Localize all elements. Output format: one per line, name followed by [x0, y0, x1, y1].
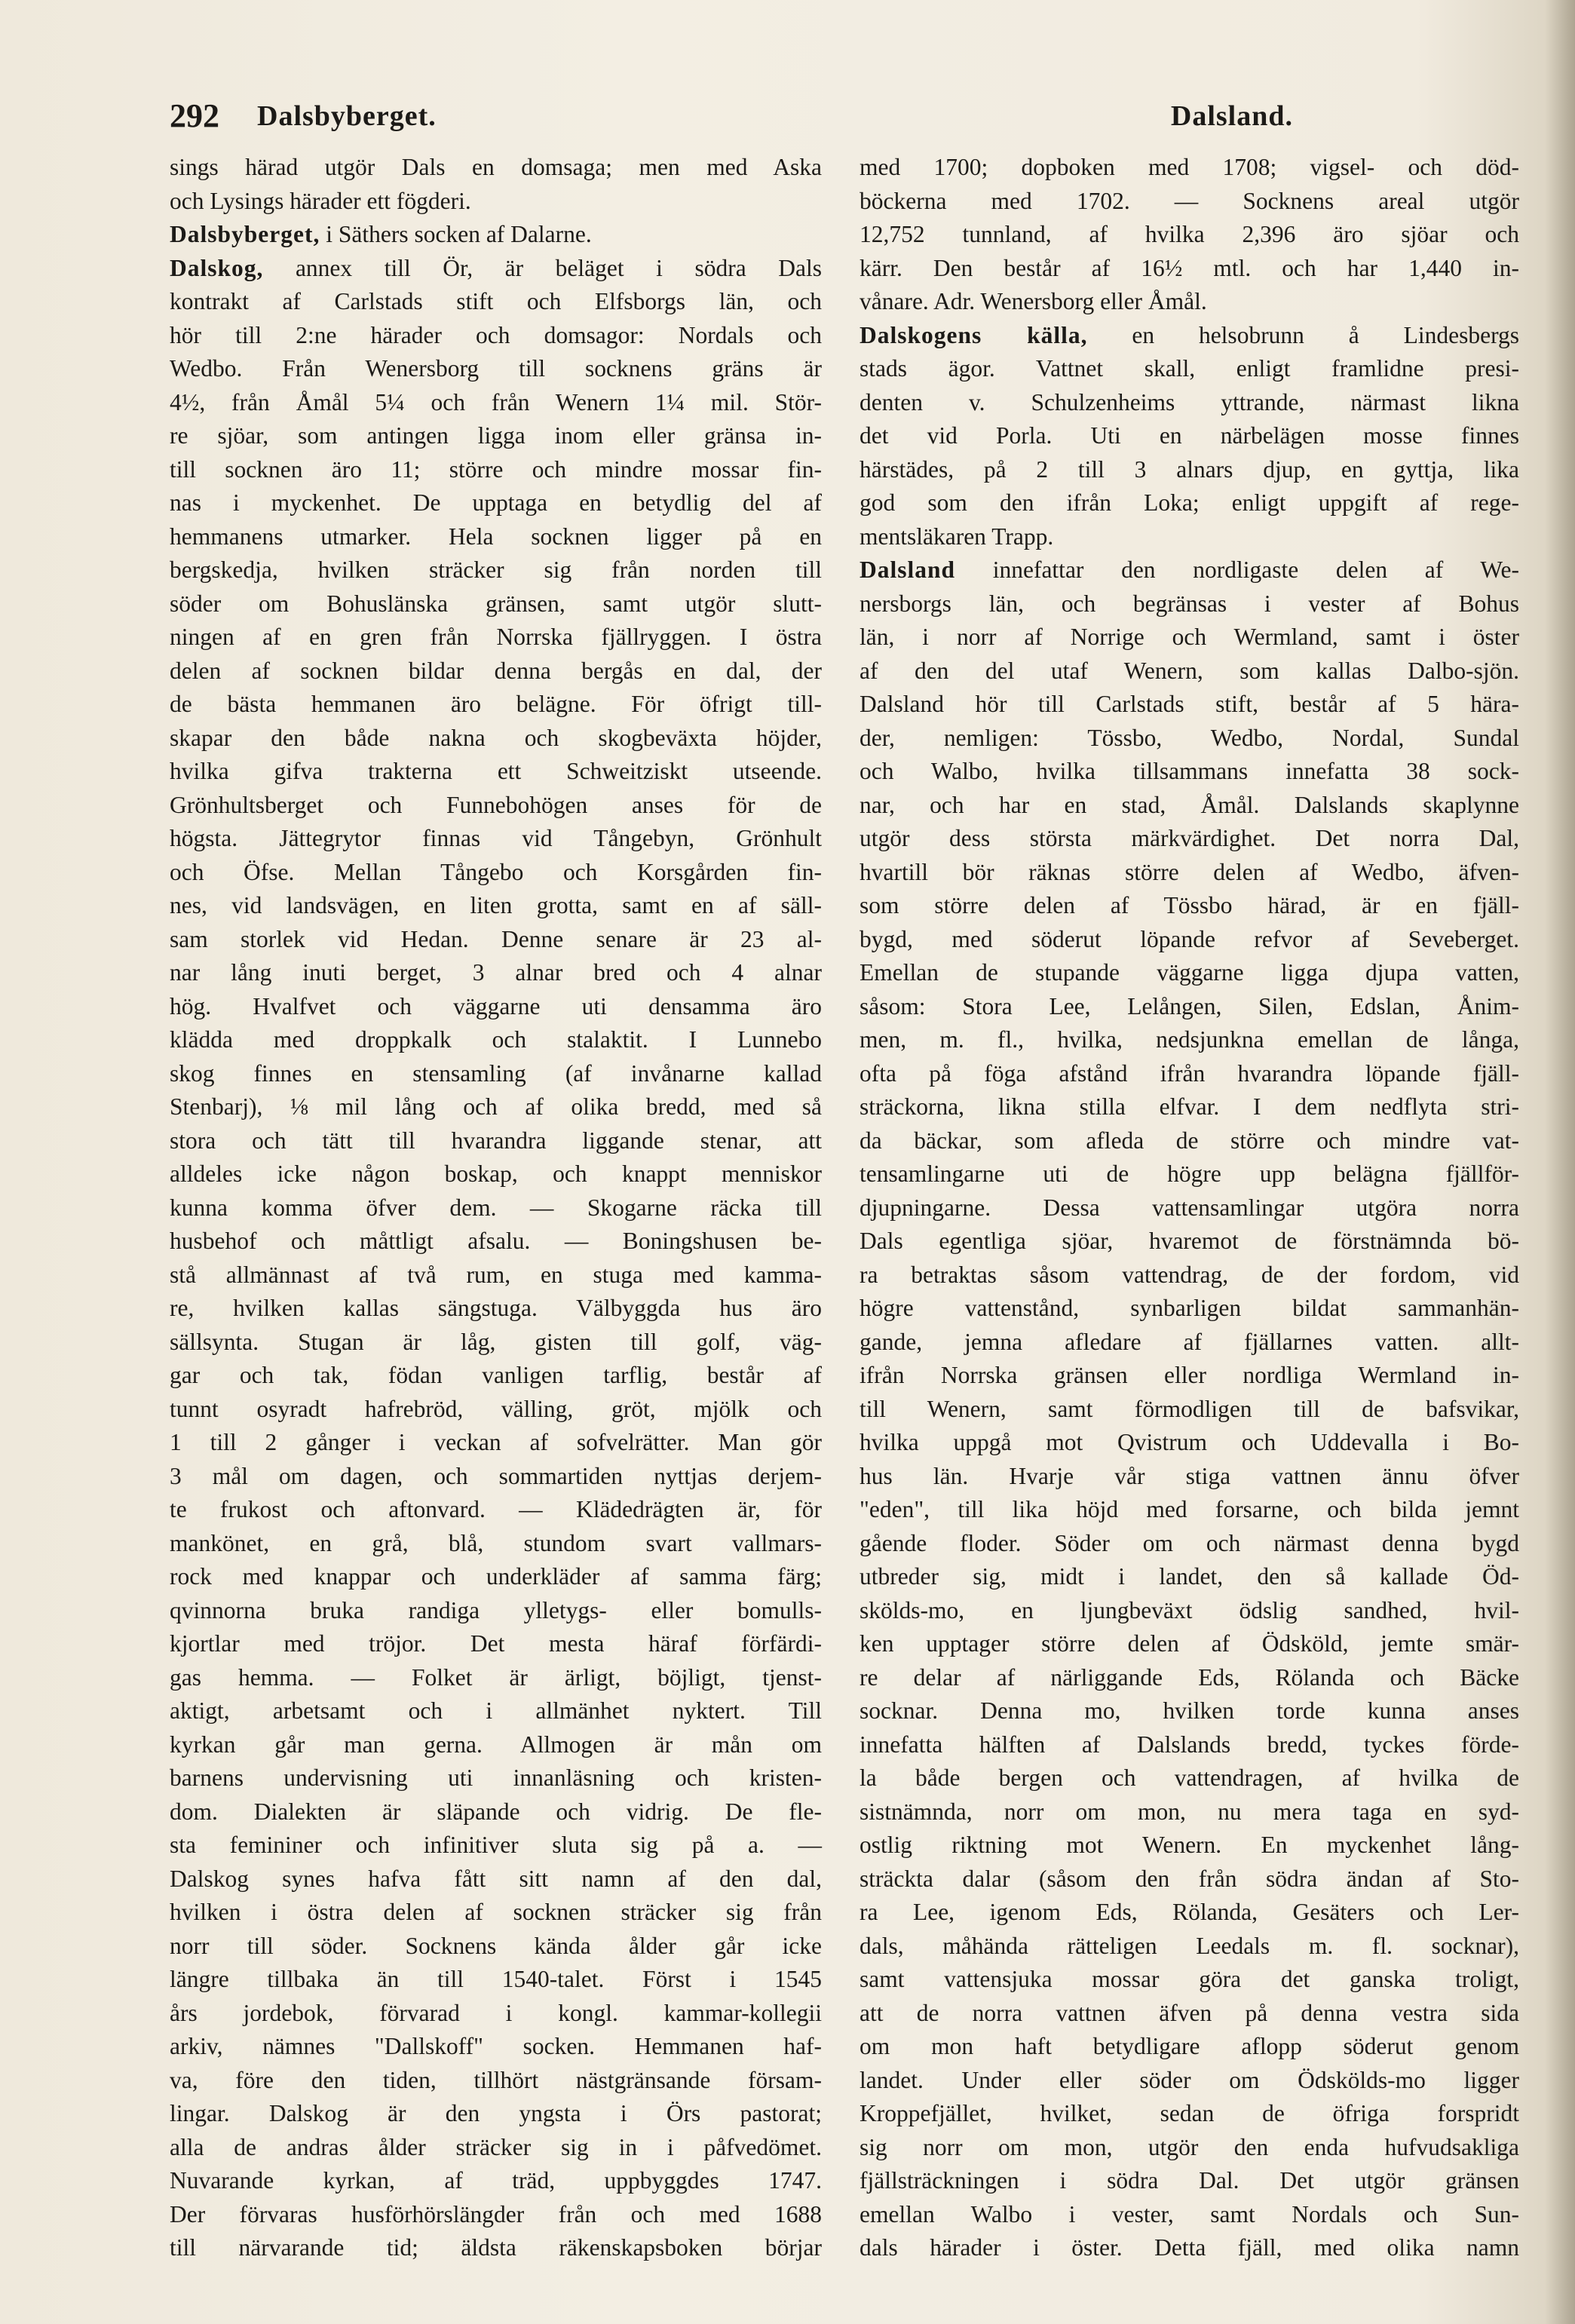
text-line — [170, 2231, 822, 2265]
text-line — [860, 319, 1519, 353]
text-line — [860, 453, 1519, 487]
text-line — [170, 722, 822, 756]
line-text: 3 mål om dagen, och sommartiden nyttjas derjem- — [170, 1462, 822, 1489]
text-line — [170, 1896, 822, 1930]
entry-headword: Dalsbyberget, — [170, 221, 320, 247]
line-text: ra Lee, igenom Eds, Rölanda, Gesäters och Ler- — [860, 1899, 1519, 1925]
line-text: denten v. Schulzenheims yttrande, närmast likna — [860, 388, 1519, 415]
text-line — [170, 1124, 822, 1158]
page-header — [170, 97, 1293, 142]
line-text: sträckorna, likna stilla elfvar. I dem nedflyta stri- — [860, 1093, 1519, 1120]
text-line — [860, 990, 1519, 1024]
text-line — [170, 1292, 822, 1326]
text-line — [860, 151, 1519, 185]
line-text: tensamlingarne uti de högre upp belägna fjällför- — [860, 1160, 1519, 1187]
line-text: kunna komma öfver dem. — Skogarne räcka till — [170, 1194, 822, 1221]
line-text: utbreder sig, midt i landet, den så kallade Öd- — [860, 1563, 1519, 1590]
text-line — [860, 1057, 1519, 1091]
line-text: samt vattensjuka mossar göra det ganska troligt, — [860, 1966, 1519, 1992]
text-line — [170, 218, 822, 252]
line-text: som större delen af Tössbo härad, är en fjäll- — [860, 892, 1519, 918]
line-text: kyrkan går man gerna. Allmogen är mån om — [170, 1731, 822, 1758]
line-text: gas hemma. — Folket är ärligt, böjligt, tjenst- — [170, 1663, 822, 1691]
text-line — [170, 1795, 822, 1829]
line-text: god som den ifrån Loka; enligt uppgift af rege- — [860, 489, 1519, 516]
text-line — [860, 185, 1519, 219]
text-line — [860, 1694, 1519, 1728]
line-text: län, i norr af Norrige och Wermland, samt i öster — [860, 624, 1519, 650]
line-text: hus län. Hvarje vår stiga vattnen ännu öfver — [860, 1462, 1519, 1489]
line-text: emellan Walbo i vester, samt Nordals och Sun- — [860, 2200, 1519, 2227]
text-line — [170, 553, 822, 587]
text-line — [860, 822, 1519, 856]
line-text: Grönhultsberget och Funnebohögen anses för de — [170, 791, 822, 818]
line-text: gande, jemna afledare af fjällarnes vatten. allt- — [860, 1328, 1519, 1355]
text-line — [860, 2198, 1519, 2232]
line-text: gående floder. Söder om och närmast denna bygd — [860, 1529, 1519, 1556]
line-text: alla de andras ålder sträcker sig in i påfvedömet. — [170, 2133, 822, 2160]
text-line — [860, 2030, 1519, 2064]
line-text: sträckta dalar (såsom den från södra ändan af Sto- — [860, 1865, 1519, 1892]
text-line — [860, 1896, 1519, 1930]
line-text: lingar. Dalskog är den yngsta i Örs pastorat; — [170, 2100, 822, 2126]
text-line — [170, 1259, 822, 1292]
entry-headword: Dalsland — [860, 556, 956, 583]
line-text: i Säthers socken af Dalarne. — [320, 221, 592, 247]
text-line — [860, 1795, 1519, 1829]
line-text: ken upptager större delen af Ödsköld, jemte smär- — [860, 1630, 1519, 1657]
text-line — [170, 1426, 822, 1460]
text-line — [170, 755, 822, 789]
text-line — [860, 956, 1519, 990]
line-text: stå allmännast af två rum, en stuga med kamma- — [170, 1261, 822, 1288]
line-text: landet. Under eller söder om Ödskölds-mo ligger — [860, 2066, 1519, 2093]
text-line — [860, 2064, 1519, 2098]
text-line — [860, 553, 1519, 587]
line-text: hög. Hvalfvet och väggarne uti densamma äro — [170, 992, 822, 1019]
text-line — [170, 1090, 822, 1124]
line-text: nes, vid landsvägen, en liten grotta, samt en af säll- — [170, 892, 822, 918]
text-line — [170, 1863, 822, 1896]
line-text: ostlig riktning mot Wenern. En myckenhet lång- — [860, 1832, 1519, 1858]
line-text: innefattar den nordligaste delen af We- — [955, 556, 1519, 583]
line-text: års jordebok, förvarad i kongl. kammar-kollegii — [170, 1999, 822, 2026]
line-text: bergskedja, hvilken sträcker sig från norden till — [170, 556, 822, 583]
text-line — [170, 151, 822, 185]
text-line — [860, 285, 1519, 319]
text-line — [860, 722, 1519, 756]
line-text: mankönet, en grå, blå, stundom svart vallmars- — [170, 1529, 822, 1556]
line-text: Stenbarj), ⅛ mil lång och af olika bredd, med så — [170, 1093, 822, 1120]
line-text: hör till 2:ne härader och domsagor: Nordals och — [170, 321, 822, 348]
page-edge-shadow — [1545, 0, 1575, 2324]
text-line — [170, 2097, 822, 2131]
text-line — [860, 1359, 1519, 1393]
line-text: ifrån Norrska gränsen eller nordliga Wermland in- — [860, 1362, 1519, 1388]
line-text: socknar. Denna mo, hvilken torde kunna anses — [860, 1697, 1519, 1724]
text-line — [170, 688, 822, 722]
line-text: sam storlek vid Hedan. Denne senare är 23 al- — [170, 925, 822, 952]
running-head-left: Dalsbyberget. — [257, 100, 437, 132]
text-line — [170, 419, 822, 453]
line-text: fjällsträckningen i södra Dal. Det utgör gränsen — [860, 2167, 1519, 2194]
line-text: re sjöar, som antingen ligga inom eller gränsa in- — [170, 422, 822, 449]
text-line — [170, 1527, 822, 1561]
text-line — [860, 2231, 1519, 2265]
text-line — [170, 822, 822, 856]
line-text: dals, måhända rätteligen Leedals m. fl. socknar), — [860, 1932, 1519, 1959]
text-line — [860, 755, 1519, 789]
line-text: nar, och har en stad, Åmål. Dalslands skaplynne — [860, 791, 1519, 818]
line-text: re, hvilken kallas sängstuga. Välbyggda hus äro — [170, 1295, 822, 1321]
line-text: mentsläkaren Trapp. — [860, 523, 1054, 550]
line-text: innefatta hälften af Dalslands bredd, tyckes förde- — [860, 1731, 1519, 1758]
line-text: husbehof och måttligt afsalu. — Boningshusen be- — [170, 1228, 822, 1254]
text-line — [860, 1560, 1519, 1594]
text-line — [170, 889, 822, 923]
text-line — [170, 923, 822, 957]
line-text: nar lång inuti berget, 3 alnar bred och 4 alnar — [170, 959, 822, 986]
text-line — [170, 352, 822, 386]
text-line — [860, 1728, 1519, 1762]
line-text: re delar af närliggande Eds, Rölanda och Bäcke — [860, 1663, 1519, 1691]
line-text: och Öfse. Mellan Tångebo och Korsgården fin- — [170, 858, 822, 885]
text-line — [860, 386, 1519, 420]
text-line — [170, 1627, 822, 1661]
line-text: högsta. Jättegrytor finnas vid Tångebyn, Grönhult — [170, 825, 822, 851]
text-line — [170, 1191, 822, 1225]
text-line — [170, 1930, 822, 1964]
text-line — [860, 1963, 1519, 1997]
line-text: Nuvarande kyrkan, af träd, uppbyggdes 1747. — [170, 2167, 822, 2194]
line-text: va, före den tiden, tillhört nästgränsande försam- — [170, 2066, 822, 2093]
line-text: gar och tak, födan vanligen tarflig, består af — [170, 1362, 822, 1388]
text-line — [170, 1225, 822, 1259]
text-line — [860, 1090, 1519, 1124]
line-text: längre tillbaka än till 1540-talet. Först i 1545 — [170, 1966, 822, 1992]
line-text: stads ägor. Vattnet skall, enligt framlidne presi- — [860, 355, 1519, 382]
line-text: hemmanens utmarker. Hela socknen ligger på en — [170, 523, 822, 550]
line-text: ra betraktas såsom vattendrag, de der fordom, vid — [860, 1261, 1519, 1288]
line-text: sig norr om mon, utgör den enda hufvudsakliga — [860, 2133, 1519, 2160]
line-text: med 1700; dopboken med 1708; vigsel- och död- — [860, 154, 1519, 180]
line-text: skapar den både nakna och skogbeväxta höjder, — [170, 724, 822, 751]
line-text: 4½, från Åmål 5¼ och från Wenern 1¼ mil. Stör- — [170, 388, 822, 415]
text-line — [860, 1460, 1519, 1494]
line-text: skölds-mo, en ljungbeväxt ödslig sandhed, hvil- — [860, 1596, 1519, 1623]
line-text: aktigt, arbetsamt och i allmänhet nyktert. Till — [170, 1697, 822, 1724]
line-text: klädda med droppkalk och stalaktit. I Lunnebo — [170, 1026, 822, 1053]
line-text: Emellan de stupande väggarne ligga djupa vatten, — [860, 959, 1519, 986]
text-line — [860, 1191, 1519, 1225]
text-line — [860, 1829, 1519, 1863]
text-line — [860, 1594, 1519, 1628]
text-line — [170, 621, 822, 655]
text-line — [170, 1728, 822, 1762]
right-text-column — [860, 151, 1519, 2261]
line-text: rock med knappar och underkläder af samma färg; — [170, 1563, 822, 1590]
line-text: det vid Porla. Uti en närbelägen mosse finnes — [860, 422, 1519, 449]
line-text: att de norra vattnen äfven på denna vestra sida — [860, 1999, 1519, 2026]
page-number: 292 — [170, 97, 219, 134]
line-text: nas i myckenhet. De upptaga en betydlig del af — [170, 489, 822, 516]
line-text: "eden", till lika höjd med forsarne, och bilda jemnt — [860, 1496, 1519, 1522]
text-line — [860, 520, 1519, 554]
text-line — [170, 2198, 822, 2232]
line-text: te frukost och aftonvard. — Klädedrägten är, för — [170, 1496, 822, 1522]
line-text: de bästa hemmanen äro belägne. För öfrigt till- — [170, 691, 822, 717]
text-line — [860, 2097, 1519, 2131]
line-text: till socknen äro 11; större och mindre mossar fin- — [170, 455, 822, 483]
text-line — [170, 1829, 822, 1863]
line-text: dom. Dialekten är släpande och vidrig. De fle- — [170, 1798, 822, 1825]
line-text: nersborgs län, och begränsas i vester af Bohus — [860, 590, 1519, 617]
line-text: söder om Bohuslänska gränsen, samt utgör slutt- — [170, 590, 822, 617]
text-line — [170, 789, 822, 823]
text-line — [170, 1157, 822, 1191]
text-line — [170, 1594, 822, 1628]
line-text: stora och tätt till hvarandra liggande stenar, att — [170, 1127, 822, 1154]
text-line — [860, 789, 1519, 823]
text-line — [170, 1997, 822, 2031]
line-text: annex till Ör, är beläget i södra Dals — [263, 254, 822, 281]
text-line — [170, 1359, 822, 1393]
line-text: af den del utaf Wenern, som kallas Dalbo-sjön. — [860, 657, 1519, 684]
text-line — [860, 1393, 1519, 1427]
text-line — [860, 218, 1519, 252]
text-line — [860, 1124, 1519, 1158]
line-text: barnens undervisning uti innanläsning och kristen- — [170, 1764, 822, 1791]
text-line — [860, 352, 1519, 386]
entry-headword: Dalskog, — [170, 254, 264, 281]
line-text: Kroppefjället, hvilket, sedan de öfriga forspridt — [860, 2100, 1519, 2126]
line-text: kjortlar med tröjor. Det mesta häraf förfärdi- — [170, 1630, 822, 1657]
text-line — [170, 856, 822, 890]
text-line — [860, 1157, 1519, 1191]
text-line — [170, 1460, 822, 1494]
line-text: qvinnorna bruka randiga ylletygs- eller bomulls- — [170, 1596, 822, 1623]
text-line — [860, 2131, 1519, 2165]
line-text: Wedbo. Från Wenersborg till socknens gräns är — [170, 355, 822, 382]
text-line — [860, 1259, 1519, 1292]
line-text: men, m. fl., hvilka, nedsjunkna emellan de långa, — [860, 1026, 1519, 1053]
text-line — [860, 1527, 1519, 1561]
line-text: Dals egentliga sjöar, hvaremot de förstnämnda bö- — [860, 1228, 1519, 1254]
text-line — [860, 856, 1519, 890]
text-line — [170, 386, 822, 420]
line-text: hvilka gifva trakterna ett Schweitziskt utseende. — [170, 758, 822, 784]
text-line — [170, 1393, 822, 1427]
line-text: till närvarande tid; äldsta räkenskapsboken börjar — [170, 2234, 822, 2261]
text-line — [170, 1326, 822, 1360]
line-text: vånare. Adr. Wenersborg eller Åmål. — [860, 288, 1207, 314]
text-line — [170, 285, 822, 319]
line-text: och Walbo, hvilka tillsammans innefatta 38 sock- — [860, 758, 1519, 784]
line-text: till Wenern, samt förmodligen till de bafsvikar, — [860, 1395, 1519, 1422]
line-text: sistnämnda, norr om mon, nu mera taga en syd- — [860, 1798, 1519, 1825]
text-line — [860, 923, 1519, 957]
line-text: 1 till 2 gånger i veckan af sofvelrätter. Man gör — [170, 1429, 822, 1455]
line-text: kontrakt af Carlstads stift och Elfsborgs län, och — [170, 288, 822, 314]
line-text: djupningarne. Dessa vattensamlingar utgöra norra — [860, 1194, 1519, 1221]
text-line — [860, 655, 1519, 688]
entry-headword: Dalskogens källa, — [860, 321, 1088, 348]
line-text: Dalskog synes hafva fått sitt namn af den dal, — [170, 1865, 822, 1892]
line-text: dals härader i öster. Detta fjäll, med olika namn — [860, 2234, 1519, 2261]
text-line — [170, 2164, 822, 2198]
text-line — [860, 587, 1519, 621]
text-line — [170, 2030, 822, 2064]
text-line — [860, 1863, 1519, 1896]
text-line — [170, 1493, 822, 1527]
text-line — [860, 1997, 1519, 2031]
line-text: da bäckar, som afleda de större och mindre vat- — [860, 1127, 1519, 1154]
text-line — [170, 2064, 822, 2098]
line-text: hvilken i östra delen af socknen sträcker sig från — [170, 1899, 822, 1925]
text-line — [860, 1292, 1519, 1326]
left-text-column — [170, 151, 822, 2261]
line-text: utgör dess största märkvärdighet. Det norra Dal, — [860, 825, 1519, 851]
text-line — [170, 1057, 822, 1091]
text-line — [860, 1930, 1519, 1964]
text-line — [860, 1225, 1519, 1259]
line-text: härstädes, på 2 till 3 alnars djup, en gyttja, lika — [860, 455, 1519, 483]
line-text: Dalsland hör till Carlstads stift, består af 5 hära- — [860, 691, 1519, 717]
text-line — [170, 1560, 822, 1594]
text-line — [860, 688, 1519, 722]
line-text: norr till söder. Socknens kända ålder går icke — [170, 1932, 822, 1959]
text-line — [170, 319, 822, 353]
text-line — [170, 1963, 822, 1997]
text-line — [170, 453, 822, 487]
line-text: 12,752 tunnland, af hvilka 2,396 äro sjöar och — [860, 221, 1519, 247]
line-text: Der förvaras husförhörslängder från och med 1688 — [170, 2200, 822, 2227]
line-text: delen af socknen bildar denna bergås en dal, der — [170, 657, 822, 684]
text-line — [860, 419, 1519, 453]
text-line — [860, 252, 1519, 286]
text-line — [170, 587, 822, 621]
line-text: sällsynta. Stugan är låg, gisten till golf, väg- — [170, 1328, 822, 1355]
line-text: alldeles icke någon boskap, och knappt menniskor — [170, 1160, 822, 1187]
text-line — [170, 1761, 822, 1795]
line-text: kärr. Den består af 16½ mtl. och har 1,440 in- — [860, 254, 1519, 281]
text-line — [170, 1023, 822, 1057]
line-text: la både bergen och vattendragen, af hvilka de — [860, 1764, 1519, 1791]
text-line — [860, 2164, 1519, 2198]
text-line — [860, 486, 1519, 520]
text-line — [860, 1627, 1519, 1661]
text-line — [170, 2131, 822, 2165]
line-text: om mon haft betydligare aflopp söderut genom — [860, 2033, 1519, 2059]
text-line — [170, 990, 822, 1024]
line-text: såsom: Stora Lee, Lelången, Silen, Edslan, Ånim- — [860, 992, 1519, 1019]
line-text: der, nemligen: Tössbo, Wedbo, Nordal, Sundal — [860, 724, 1519, 751]
line-text: hvartill bör räknas större delen af Wedbo, äfven- — [860, 858, 1519, 885]
running-head-right: Dalsland. — [1170, 100, 1293, 132]
text-line — [170, 956, 822, 990]
text-line — [170, 185, 822, 219]
text-line — [170, 520, 822, 554]
text-line — [860, 1326, 1519, 1360]
line-text: sta femininer och infinitiver sluta sig på a. — — [170, 1832, 822, 1858]
text-line — [860, 1661, 1519, 1695]
text-line — [170, 655, 822, 688]
line-text: böckerna med 1702. — Socknens areal utgör — [860, 187, 1519, 214]
text-line — [170, 486, 822, 520]
line-text: ofta på föga afstånd ifrån hvarandra löpande fjäll- — [860, 1059, 1519, 1087]
line-text: en helsobrunn å Lindesbergs — [1087, 321, 1519, 348]
line-text: och Lysings härader ett fögderi. — [170, 187, 471, 214]
text-line — [860, 1761, 1519, 1795]
text-line — [860, 1493, 1519, 1527]
line-text: högre vattenstånd, synbarligen bildat sammanhän- — [860, 1295, 1519, 1321]
text-line — [170, 252, 822, 286]
line-text: skog finnes en stensamling (af invånarne kallad — [170, 1059, 822, 1087]
text-line — [860, 621, 1519, 655]
text-line — [860, 1426, 1519, 1460]
line-text: ningen af en gren från Norrska fjällryggen. I östra — [170, 624, 822, 650]
text-line — [860, 889, 1519, 923]
line-text: bygd, med söderut löpande refvor af Seveberget. — [860, 925, 1519, 952]
line-text: sings härad utgör Dals en domsaga; men med Aska — [170, 154, 822, 180]
text-line — [170, 1661, 822, 1695]
line-text: hvilka uppgå mot Qvistrum och Uddevalla i Bo- — [860, 1429, 1519, 1455]
text-line — [860, 1023, 1519, 1057]
line-text: tunnt osyradt hafrebröd, välling, gröt, mjölk och — [170, 1395, 822, 1422]
line-text: arkiv, nämnes "Dallskoff" socken. Hemmanen haf- — [170, 2033, 822, 2059]
text-line — [170, 1694, 822, 1728]
